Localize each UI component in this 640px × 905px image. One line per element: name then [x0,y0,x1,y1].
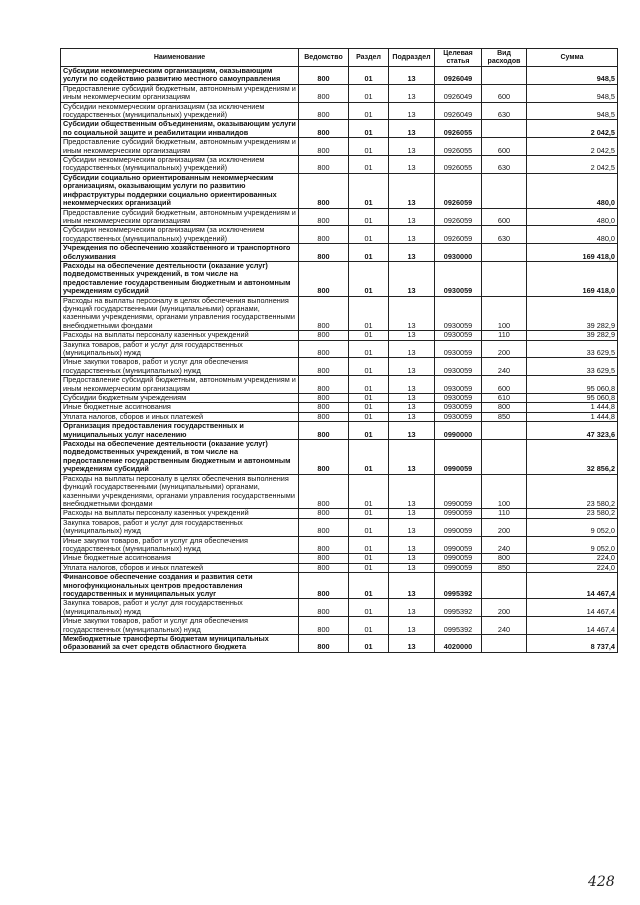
cell-section: 01 [349,84,389,102]
cell-target: 0990059 [435,440,482,475]
cell-section: 01 [349,156,389,174]
cell-dept: 800 [299,340,349,358]
cell-sum: 33 629,5 [527,340,618,358]
cell-subsection: 13 [389,120,435,138]
cell-sum: 14 467,4 [527,599,618,617]
cell-subsection: 13 [389,536,435,554]
cell-target: 0926055 [435,138,482,156]
cell-target: 0995392 [435,617,482,635]
cell-section: 01 [349,120,389,138]
cell-target: 0926049 [435,84,482,102]
cell-exp-type: 110 [482,509,527,518]
cell-subsection: 13 [389,340,435,358]
cell-exp-type [482,244,527,262]
cell-target: 0926059 [435,173,482,208]
cell-section: 01 [349,474,389,509]
table-row [61,573,618,599]
cell-name: Уплата налогов, сборов и иных платежей [61,412,299,421]
cell-target: 0930059 [435,340,482,358]
header-sum: Сумма [527,49,618,67]
cell-exp-type: 200 [482,340,527,358]
cell-dept: 800 [299,573,349,599]
cell-dept: 800 [299,261,349,296]
cell-target: 0930059 [435,261,482,296]
cell-name: Расходы на обеспечение деятельности (оказание услуг) подведомственных учреждений, в том числе на предоставление государственным бюджетным и автономным учреждениям субсидий [61,440,299,475]
cell-name: Субсидии некоммерческим организациям, оказывающим услуги по содействию развитию местного самоуправления [61,67,299,85]
cell-sum: 2 042,5 [527,120,618,138]
cell-section: 01 [349,138,389,156]
cell-target: 0930059 [435,331,482,340]
cell-sum: 948,5 [527,84,618,102]
cell-subsection: 13 [389,394,435,403]
table-row [61,617,618,635]
cell-exp-type: 240 [482,358,527,376]
cell-target: 0990059 [435,563,482,572]
cell-exp-type: 600 [482,84,527,102]
cell-name: Субсидии социально ориентированным некоммерческим организациям, оказывающим услуги по развитию инфраструктуры поддержки социально ориентированных некоммерческих организаций [61,173,299,208]
cell-sum: 47 323,6 [527,422,618,440]
cell-name: Субсидии некоммерческим организациям (за исключением государственных (муниципальных) учреждений) [61,226,299,244]
cell-sum: 224,0 [527,563,618,572]
table-row [61,244,618,262]
table-row [61,422,618,440]
cell-name: Иные закупки товаров, работ и услуг для обеспечения государственных (муниципальных) нужд [61,617,299,635]
cell-exp-type: 110 [482,331,527,340]
cell-exp-type: 240 [482,536,527,554]
cell-sum: 9 052,0 [527,536,618,554]
cell-sum: 480,0 [527,173,618,208]
cell-section: 01 [349,554,389,563]
cell-sum: 32 856,2 [527,440,618,475]
cell-subsection: 13 [389,261,435,296]
cell-exp-type: 850 [482,563,527,572]
cell-sum: 14 467,4 [527,617,618,635]
cell-subsection: 13 [389,84,435,102]
cell-exp-type [482,422,527,440]
cell-sum: 39 282,9 [527,331,618,340]
cell-dept: 800 [299,412,349,421]
cell-subsection: 13 [389,412,435,421]
cell-subsection: 13 [389,208,435,226]
cell-exp-type: 630 [482,226,527,244]
cell-name: Учреждения по обеспечению хозяйственного и транспортного обслуживания [61,244,299,262]
cell-dept: 800 [299,156,349,174]
cell-dept: 800 [299,120,349,138]
cell-section: 01 [349,509,389,518]
cell-section: 01 [349,296,389,331]
cell-subsection: 13 [389,244,435,262]
table-row [61,440,618,475]
cell-sum: 9 052,0 [527,518,618,536]
cell-exp-type [482,120,527,138]
table-row [61,340,618,358]
cell-name: Предоставление субсидий бюджетным, автономным учреждениям и иным некоммерческим организациям [61,138,299,156]
table-body [61,67,618,653]
table-row [61,208,618,226]
cell-dept: 800 [299,331,349,340]
cell-exp-type [482,635,527,653]
cell-sum: 948,5 [527,102,618,120]
cell-sum: 95 060,8 [527,394,618,403]
cell-target: 0930059 [435,296,482,331]
cell-sum: 39 282,9 [527,296,618,331]
cell-sum: 224,0 [527,554,618,563]
table-row [61,138,618,156]
cell-exp-type [482,573,527,599]
cell-name: Иные бюджетные ассигнования [61,554,299,563]
cell-subsection: 13 [389,518,435,536]
cell-target: 4020000 [435,635,482,653]
cell-dept: 800 [299,422,349,440]
cell-section: 01 [349,173,389,208]
cell-section: 01 [349,394,389,403]
cell-subsection: 13 [389,358,435,376]
cell-dept: 800 [299,296,349,331]
cell-target: 0930059 [435,358,482,376]
cell-exp-type: 240 [482,617,527,635]
cell-section: 01 [349,102,389,120]
cell-sum: 169 418,0 [527,244,618,262]
cell-dept: 800 [299,358,349,376]
cell-exp-type [482,173,527,208]
table-row [61,509,618,518]
cell-section: 01 [349,208,389,226]
cell-dept: 800 [299,440,349,475]
cell-subsection: 13 [389,509,435,518]
cell-name: Субсидии бюджетным учреждениям [61,394,299,403]
cell-sum: 948,5 [527,67,618,85]
cell-section: 01 [349,599,389,617]
header-subsection: Подраздел [389,49,435,67]
cell-exp-type: 610 [482,394,527,403]
table-row [61,296,618,331]
cell-subsection: 13 [389,635,435,653]
cell-dept: 800 [299,67,349,85]
cell-dept: 800 [299,617,349,635]
cell-sum: 23 580,2 [527,474,618,509]
cell-target: 0990000 [435,422,482,440]
cell-section: 01 [349,226,389,244]
cell-exp-type: 600 [482,376,527,394]
cell-name: Закупка товаров, работ и услуг для государственных (муниципальных) нужд [61,599,299,617]
cell-dept: 800 [299,244,349,262]
cell-subsection: 13 [389,573,435,599]
cell-subsection: 13 [389,331,435,340]
cell-sum: 1 444,8 [527,412,618,421]
cell-subsection: 13 [389,296,435,331]
header-exp-type: Вид расходов [482,49,527,67]
table-row [61,358,618,376]
cell-section: 01 [349,331,389,340]
cell-sum: 95 060,8 [527,376,618,394]
cell-exp-type: 630 [482,102,527,120]
cell-subsection: 13 [389,617,435,635]
cell-name: Финансовое обеспечение создания и развития сети многофункциональных центров предоставления государственных и муниципальных услуг [61,573,299,599]
cell-dept: 800 [299,138,349,156]
cell-name: Предоставление субсидий бюджетным, автономным учреждениям и иным некоммерческим организациям [61,208,299,226]
cell-target: 0926049 [435,102,482,120]
cell-target: 0995392 [435,573,482,599]
table-row [61,331,618,340]
cell-section: 01 [349,518,389,536]
header-section: Раздел [349,49,389,67]
table-row [61,102,618,120]
cell-name: Организация предоставления государственных и муниципальных услуг населению [61,422,299,440]
table-row [61,261,618,296]
cell-target: 0930059 [435,376,482,394]
cell-section: 01 [349,422,389,440]
cell-target: 0926055 [435,156,482,174]
cell-target: 0930059 [435,394,482,403]
cell-section: 01 [349,635,389,653]
table-row [61,518,618,536]
cell-sum: 33 629,5 [527,358,618,376]
table-row [61,84,618,102]
cell-dept: 800 [299,554,349,563]
cell-name: Закупка товаров, работ и услуг для государственных (муниципальных) нужд [61,340,299,358]
cell-target: 0990059 [435,474,482,509]
table-row [61,376,618,394]
cell-name: Иные закупки товаров, работ и услуг для обеспечения государственных (муниципальных) нужд [61,536,299,554]
cell-section: 01 [349,261,389,296]
header-dept: Ведомство [299,49,349,67]
table-row [61,599,618,617]
cell-name: Уплата налогов, сборов и иных платежей [61,563,299,572]
cell-exp-type: 800 [482,554,527,563]
cell-subsection: 13 [389,422,435,440]
cell-exp-type: 600 [482,138,527,156]
cell-target: 0995392 [435,599,482,617]
cell-dept: 800 [299,635,349,653]
cell-name: Предоставление субсидий бюджетным, автономным учреждениям и иным некоммерческим организациям [61,376,299,394]
cell-dept: 800 [299,376,349,394]
table-row [61,120,618,138]
cell-sum: 1 444,8 [527,403,618,412]
cell-subsection: 13 [389,599,435,617]
cell-name: Субсидии некоммерческим организациям (за исключением государственных (муниципальных) учреждений) [61,102,299,120]
cell-dept: 800 [299,474,349,509]
cell-dept: 800 [299,563,349,572]
table-row [61,67,618,85]
cell-exp-type [482,67,527,85]
cell-name: Расходы на выплаты персоналу в целях обеспечения выполнения функций государственными (муниципальными) органами, казенными учреждениями, органами управления государственными внебюджетными фондами [61,296,299,331]
cell-exp-type: 200 [482,599,527,617]
cell-subsection: 13 [389,403,435,412]
cell-exp-type [482,440,527,475]
cell-sum: 169 418,0 [527,261,618,296]
cell-sum: 2 042,5 [527,156,618,174]
cell-target: 0926059 [435,226,482,244]
table-row [61,226,618,244]
cell-target: 0926055 [435,120,482,138]
cell-sum: 14 467,4 [527,573,618,599]
table-row [61,635,618,653]
cell-sum: 480,0 [527,208,618,226]
cell-subsection: 13 [389,156,435,174]
cell-dept: 800 [299,208,349,226]
budget-table [60,48,618,653]
cell-section: 01 [349,440,389,475]
header-row [61,49,618,67]
cell-dept: 800 [299,394,349,403]
table-row [61,156,618,174]
header-name: Наименование [61,49,299,67]
cell-exp-type [482,261,527,296]
cell-section: 01 [349,244,389,262]
cell-exp-type: 100 [482,296,527,331]
cell-name: Иные бюджетные ассигнования [61,403,299,412]
cell-dept: 800 [299,226,349,244]
cell-dept: 800 [299,173,349,208]
cell-sum: 2 042,5 [527,138,618,156]
cell-exp-type: 100 [482,474,527,509]
table-row [61,474,618,509]
cell-subsection: 13 [389,474,435,509]
cell-section: 01 [349,340,389,358]
cell-sum: 480,0 [527,226,618,244]
cell-target: 0990059 [435,536,482,554]
cell-section: 01 [349,536,389,554]
cell-exp-type: 800 [482,403,527,412]
table-row [61,536,618,554]
cell-section: 01 [349,376,389,394]
cell-name: Субсидии некоммерческим организациям (за исключением государственных (муниципальных) учреждений) [61,156,299,174]
cell-subsection: 13 [389,138,435,156]
table-row [61,554,618,563]
cell-target: 0990059 [435,509,482,518]
cell-name: Предоставление субсидий бюджетным, автономным учреждениям и иным некоммерческим организациям [61,84,299,102]
cell-name: Иные закупки товаров, работ и услуг для обеспечения государственных (муниципальных) нужд [61,358,299,376]
cell-dept: 800 [299,599,349,617]
cell-dept: 800 [299,518,349,536]
cell-dept: 800 [299,509,349,518]
cell-target: 0926049 [435,67,482,85]
header-target: Целевая статья [435,49,482,67]
cell-target: 0926059 [435,208,482,226]
cell-name: Расходы на обеспечение деятельности (оказание услуг) подведомственных учреждений, в том числе на предоставление государственным бюджетным и автономным учреждениям субсидий [61,261,299,296]
table-row [61,173,618,208]
cell-dept: 800 [299,403,349,412]
cell-section: 01 [349,358,389,376]
cell-name: Межбюджетные трансферты бюджетам муниципальных образований за счет средств областного бюджета [61,635,299,653]
cell-section: 01 [349,617,389,635]
cell-sum: 23 580,2 [527,509,618,518]
cell-section: 01 [349,563,389,572]
cell-sum: 8 737,4 [527,635,618,653]
cell-section: 01 [349,412,389,421]
cell-name: Расходы на выплаты персоналу в целях обеспечения выполнения функций государственными (муниципальными) органами, казенными учреждениями, органами управления государственными внебюджетными фондами [61,474,299,509]
cell-exp-type: 600 [482,208,527,226]
cell-subsection: 13 [389,440,435,475]
cell-target: 0930000 [435,244,482,262]
cell-dept: 800 [299,536,349,554]
cell-subsection: 13 [389,554,435,563]
cell-name: Расходы на выплаты персоналу казенных учреждений [61,331,299,340]
cell-target: 0930059 [435,403,482,412]
page-number: 428 [588,874,615,890]
cell-subsection: 13 [389,102,435,120]
cell-dept: 800 [299,102,349,120]
cell-subsection: 13 [389,173,435,208]
cell-target: 0990059 [435,554,482,563]
cell-target: 0990059 [435,518,482,536]
cell-section: 01 [349,573,389,599]
cell-exp-type: 850 [482,412,527,421]
cell-exp-type: 630 [482,156,527,174]
cell-section: 01 [349,403,389,412]
cell-subsection: 13 [389,226,435,244]
cell-section: 01 [349,67,389,85]
cell-subsection: 13 [389,67,435,85]
cell-name: Закупка товаров, работ и услуг для государственных (муниципальных) нужд [61,518,299,536]
table-row [61,403,618,412]
cell-exp-type: 200 [482,518,527,536]
cell-target: 0930059 [435,412,482,421]
cell-subsection: 13 [389,563,435,572]
cell-subsection: 13 [389,376,435,394]
cell-dept: 800 [299,84,349,102]
cell-name: Субсидии общественным объединениям, оказывающим услуги по социальной защите и реабилитации инвалидов [61,120,299,138]
cell-name: Расходы на выплаты персоналу казенных учреждений [61,509,299,518]
